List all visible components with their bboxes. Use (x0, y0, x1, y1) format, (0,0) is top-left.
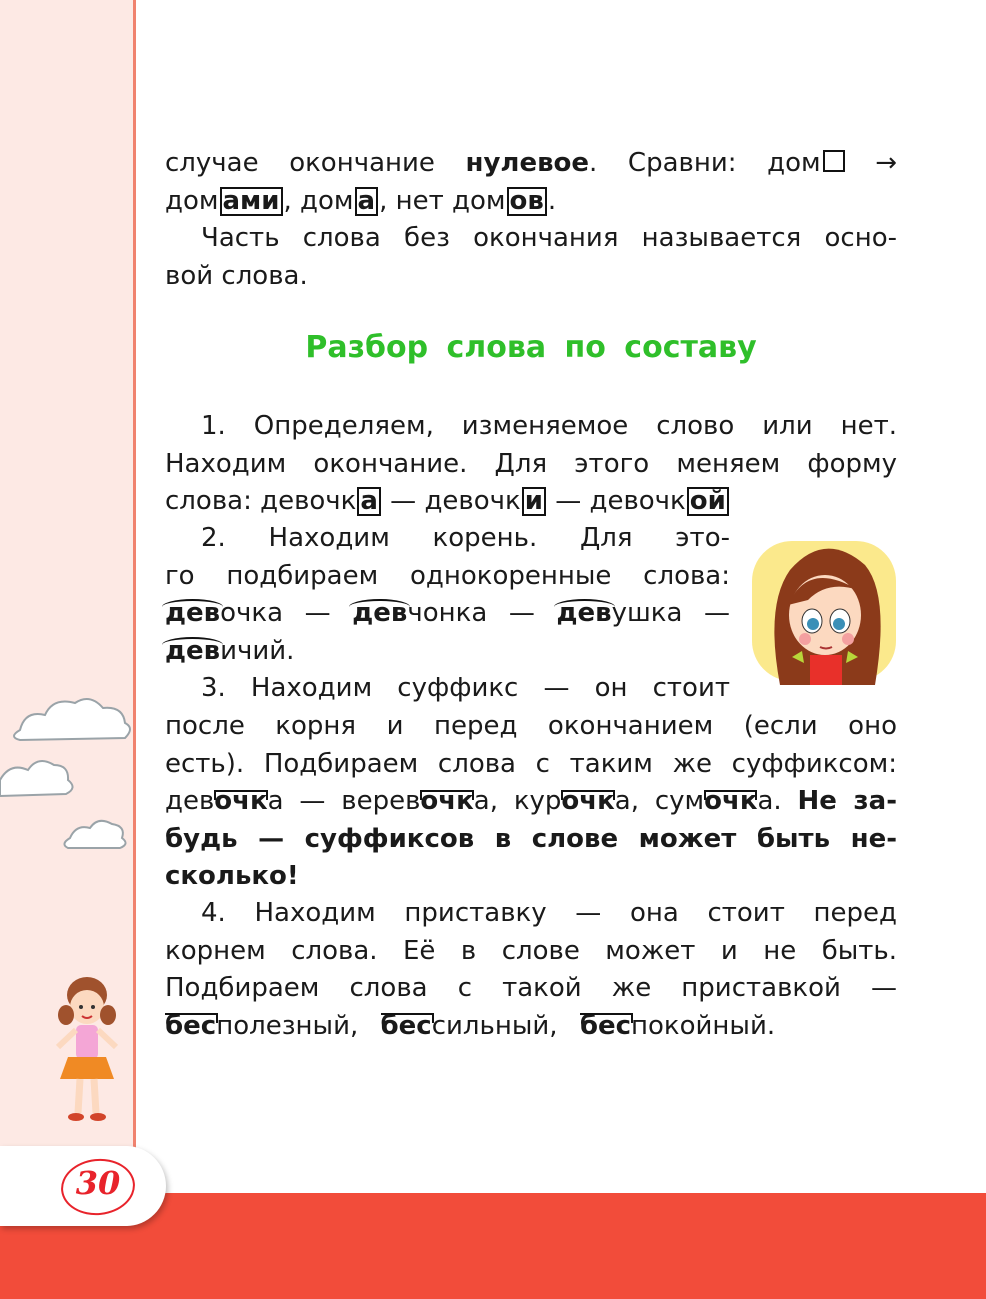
ending-box: ой (687, 487, 729, 516)
step4-line-4 (165, 1008, 897, 1046)
intro-line-3: Часть слова без окончания называется осно- (201, 223, 897, 253)
bold-term-null: нулевое (465, 148, 590, 178)
suffix-mark: очк (214, 786, 268, 816)
girl-face-illustration (750, 535, 900, 685)
text-span: случае окончание (165, 148, 466, 178)
suffix-mark: очк (561, 786, 615, 816)
text-span: , дом (283, 185, 354, 216)
bold-note: сколько! (165, 861, 299, 891)
root-mark: дев (165, 635, 221, 666)
suffix-mark: очк (420, 786, 474, 816)
ending-box: и (522, 487, 546, 516)
text-span: — девочк (546, 486, 686, 516)
step2-line-2: го подбираем однокоренные слова: (165, 560, 730, 591)
step3-line-1: 3. Находим суффикс — он стоит (201, 673, 730, 703)
text-span: очка (220, 598, 283, 628)
ending-box: ов (507, 187, 547, 216)
text-span: покойный. (631, 1010, 776, 1041)
step3-line-5 (165, 821, 897, 859)
step3-line-3: есть). Подбираем слова с таким же суффиксом: (165, 748, 897, 779)
text-span: а, сум (614, 786, 705, 816)
text-span: сильный, (431, 1010, 558, 1041)
step4-line-2: корнем слова. Её в слове может и не быть. (165, 935, 897, 966)
prefix-mark: бес (380, 1010, 432, 1041)
step-2 (165, 520, 730, 708)
clouds-illustration (0, 670, 140, 890)
text-span: , нет дом (379, 185, 506, 216)
dash: — (304, 598, 331, 628)
section-heading: Разбор слова по составу (305, 330, 757, 365)
step-3 (165, 708, 897, 896)
step4-line-1: 4. Находим приставку — она стоит перед (201, 898, 897, 928)
prefix-mark: бес (579, 1010, 632, 1041)
text-span: дев (165, 786, 215, 816)
step4-line-3: Подбираем слова с такой же приставкой — (165, 973, 897, 1003)
intro-line-4: вой слова. (165, 260, 308, 291)
intro-paragraph (165, 145, 897, 295)
step3-line-6 (165, 858, 897, 896)
bold-note: будь — суффиксов в слове может быть не- (165, 823, 897, 854)
step2-line-3 (165, 595, 730, 633)
text-span: полезный, (216, 1010, 359, 1041)
intro-line-2 (165, 183, 897, 221)
text-span: — девочк (381, 486, 521, 516)
root-mark: дев (165, 598, 221, 628)
page-number: 30 (75, 1164, 121, 1202)
text-span: дом (165, 185, 219, 216)
ending-box: а (355, 187, 379, 216)
intro-line-1 (165, 145, 897, 183)
text-span: а — верев (267, 786, 421, 816)
text-span: . (547, 185, 557, 216)
step-1 (165, 408, 897, 521)
suffix-mark: очк (704, 786, 758, 816)
empty-ending-box (823, 150, 845, 172)
text-span: чонка (407, 598, 488, 628)
ending-box: а (357, 487, 381, 516)
step1-line-1: 1. Определяем, изменяемое слово или нет. (201, 411, 897, 441)
text-span: ичий. (220, 635, 295, 666)
ending-box: ами (220, 187, 283, 216)
prefix-mark: бес (165, 1010, 217, 1041)
arrow: → (875, 148, 897, 178)
girl-standing-illustration (40, 975, 135, 1125)
step-4 (165, 895, 897, 1045)
step3-line-4 (165, 783, 897, 821)
root-mark: дев (556, 598, 612, 628)
text-span: а, кур (473, 786, 562, 816)
step1-line-2: Находим окончание. Для этого меняем форму (165, 448, 897, 479)
step1-line-3 (165, 483, 897, 521)
dash: — (704, 598, 731, 628)
dash: — (508, 598, 535, 628)
step2-line-1: 2. Находим корень. Для это- (201, 523, 730, 553)
text-span: ушка (611, 598, 683, 628)
step3-line-2: после корня и перед окончанием (если оно (165, 711, 897, 741)
text-span: слова: девочк (165, 486, 357, 516)
bold-note: Не за- (797, 786, 897, 816)
root-mark: дев (352, 598, 408, 628)
step2-line-4 (165, 633, 730, 671)
text-span: . Сравни: дом (589, 148, 821, 178)
text-span: а. (757, 786, 782, 816)
